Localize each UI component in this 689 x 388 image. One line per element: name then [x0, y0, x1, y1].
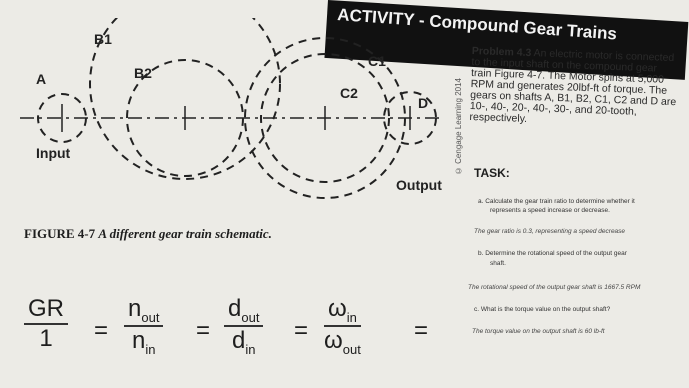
- copyright-notice: © Cengage Learning 2014: [454, 78, 463, 176]
- gear-schematic: [0, 18, 450, 218]
- frac-gr: $\frac{GR}{1}$: [24, 295, 68, 353]
- label-output: Output: [396, 177, 442, 193]
- frac-n: $n_{out}$ $n_{in}$: [124, 295, 163, 357]
- task-item-c: c. What is the torque value on the output shaft?: [474, 306, 611, 313]
- task-heading: TASK:: [474, 166, 510, 180]
- label-d: D: [418, 95, 429, 111]
- problem-text: An electric motor is connected to the input shaft on the compound gear train Figure 4-7. The Motor spins at 5,000 RPM and generates 20lbf-ft of torque. The gears on shafts A, B1, B2, C1, C2 and D are 10-, 40-, 20-, 40-, 30-, and 20-tooth, respectively.: [469, 47, 677, 125]
- frac-d: $d_{out}$ $d_{in}$: [224, 295, 263, 357]
- activity-title: ACTIVITY - Compound Gear Trains: [336, 5, 618, 44]
- problem-statement: [469, 46, 680, 130]
- gear-b1: [90, 18, 280, 179]
- answer-a: The gear ratio is 0.3, representing a speed decrease: [474, 228, 626, 235]
- task-item-a-cont: represents a speed increase or decrease.: [490, 207, 610, 214]
- task-item-b: b. Determine the rotational speed of the output gear: [478, 250, 627, 257]
- label-c1: C1: [368, 53, 386, 69]
- task-item-a: a. Calculate the gear train ratio to determine whether it: [478, 198, 635, 205]
- frac-omega: $\omega_{in}$ $\omega_{out}$: [324, 295, 361, 357]
- task-item-b-cont: shaft.: [490, 260, 506, 267]
- answer-b: The rotational speed of the output gear shaft is 1667.5 RPM: [468, 284, 641, 291]
- label-input: Input: [36, 145, 71, 161]
- label-a: A: [36, 71, 47, 87]
- label-b2: B2: [134, 65, 152, 81]
- answer-c: The torque value on the output shaft is 60 lb-ft: [472, 328, 605, 335]
- label-b1: B1: [94, 31, 112, 47]
- figure-title: A different gear train schematic.: [98, 226, 272, 241]
- figure-caption: [24, 226, 272, 242]
- figure-number: FIGURE 4-7: [24, 226, 96, 241]
- gear-ratio-formula: $\frac{GR}{1}$ = $n_{out}$ $n_{in}$ = $d_{out}$ $d_{in}$ = $\omega_{in}$ $\omega_{out}$ =: [24, 295, 464, 375]
- label-c2: C2: [340, 85, 358, 101]
- problem-title: Problem 4.3: [471, 45, 532, 60]
